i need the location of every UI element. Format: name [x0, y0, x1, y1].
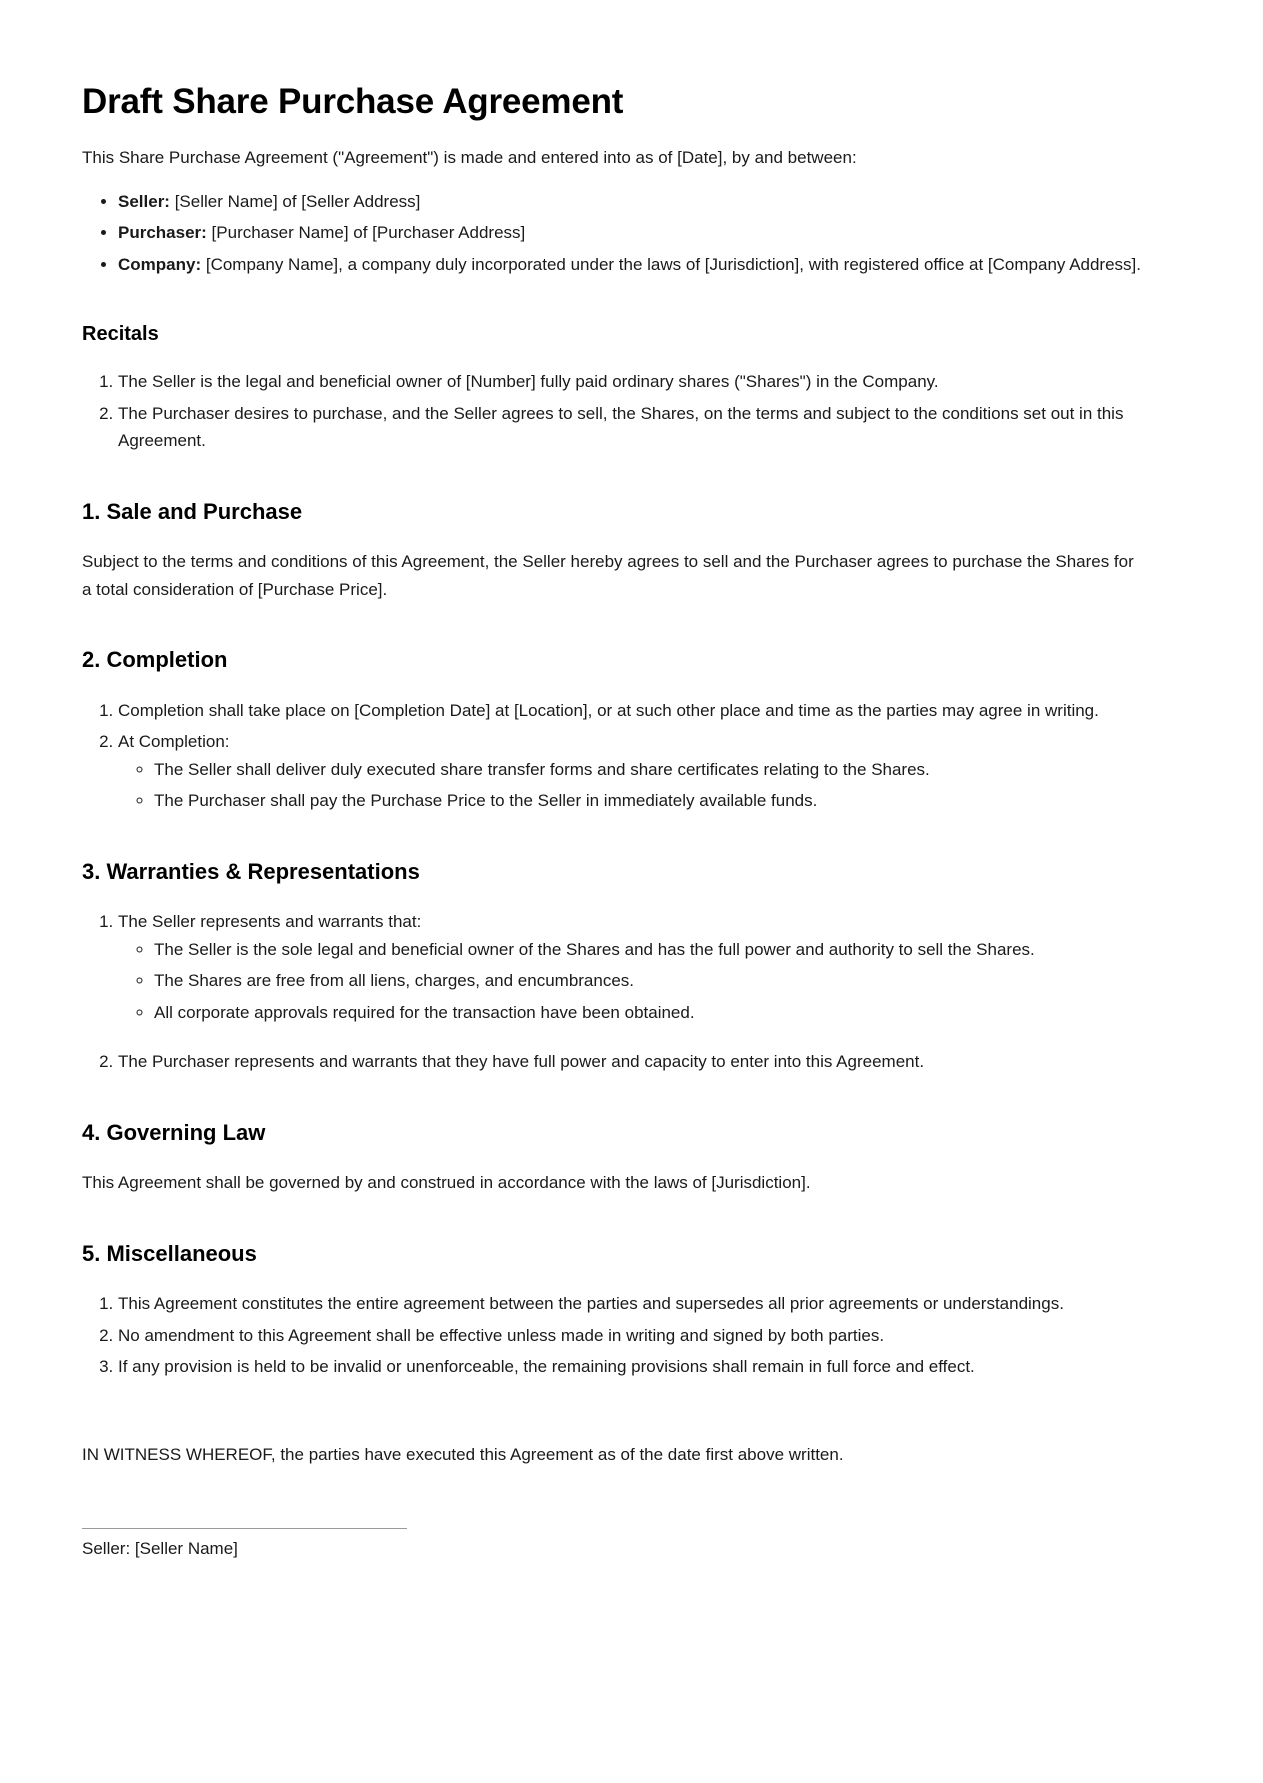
spacer — [82, 1397, 1181, 1441]
warranties-list — [82, 908, 1181, 1076]
intro-paragraph: This Share Purchase Agreement ("Agreement") is made and entered into as of [Date], by and between: — [82, 148, 857, 168]
seller-signature-line: Seller: [Seller Name] — [82, 1539, 238, 1559]
list-item — [118, 908, 1181, 1026]
heading-miscellaneous: 5. Miscellaneous — [82, 1240, 257, 1266]
list-item: ◦ The Seller is the sole legal and beneficial owner of the Shares and has the full power and authority to sell the Shares. — [154, 936, 1181, 964]
bottom-spacer — [82, 1563, 1181, 1783]
list-item: 3. If any provision is held to be invalid or unenforceable, the remaining provisions shall remain in full force and effect. — [118, 1353, 1181, 1381]
party-label: Purchaser: — [118, 223, 207, 243]
party-text: [Seller Name] of [Seller Address] — [169, 191, 421, 211]
miscellaneous-list — [82, 1290, 1181, 1381]
list-item: 2. The Purchaser desires to purchase, and the Seller agrees to sell, the Shares, on the terms and subject to the conditions set out in this Agreement. — [118, 400, 1181, 455]
completion-list — [82, 697, 1181, 815]
heading-sale-and-purchase: 1. Sale and Purchase — [82, 498, 303, 524]
party-text: [Purchaser Name] of [Purchaser Address] — [206, 223, 526, 243]
governing-law-body: This Agreement shall be governed by and construed in accordance with the laws of [Jurisdiction]. — [82, 1173, 811, 1193]
heading-completion: 2. Completion — [82, 647, 228, 673]
list-item: 2. The Purchaser represents and warrants that they have full power and capacity to enter into this Agreement. — [118, 1048, 1181, 1076]
list-item: ◦ All corporate approvals required for the transaction have been obtained. — [154, 999, 1181, 1027]
list-item: 1. The Seller is the legal and beneficial owner of [Number] fully paid ordinary shares ("Shares") in the Company. — [118, 368, 1181, 396]
spacer — [82, 1484, 1181, 1528]
list-item — [118, 188, 1181, 216]
list-item: ◦ The Shares are free from all liens, charges, and encumbrances. — [154, 967, 1181, 995]
page-title: Draft Share Purchase Agreement — [82, 82, 624, 121]
list-item: ◦ The Seller shall deliver duly executed share transfer forms and share certificates relating to the Shares. — [154, 756, 1181, 784]
party-text: [Company Name], a company duly incorporated under the laws of [Jurisdiction], with registered office at [Company Address]. — [201, 254, 1141, 274]
recitals-list — [82, 368, 1181, 455]
heading-governing-law: 4. Governing Law — [82, 1119, 266, 1145]
list-item — [118, 219, 1181, 247]
completion-sublist — [118, 756, 1181, 815]
heading-warranties: 3. Warranties & Representations — [82, 858, 420, 884]
party-label: Company: — [118, 254, 202, 274]
list-item — [118, 251, 1181, 279]
party-label: Seller: — [118, 191, 170, 211]
list-item-label: At Completion: — [118, 732, 230, 752]
list-item-label: The Seller represents and warrants that: — [118, 912, 422, 932]
list-item: 1. This Agreement constitutes the entire agreement between the parties and supersedes all prior agreements or understandings. — [118, 1290, 1181, 1318]
list-item — [118, 728, 1181, 815]
witness-clause: IN WITNESS WHEREOF, the parties have executed this Agreement as of the date first above written. — [82, 1444, 844, 1464]
list-item: ◦ The Purchaser shall pay the Purchase Price to the Seller in immediately available funds. — [154, 787, 1181, 815]
parties-list — [82, 188, 1181, 279]
warranties-sublist — [118, 936, 1181, 1027]
sale-and-purchase-body: Subject to the terms and conditions of this Agreement, the Seller hereby agrees to sell and the Purchaser agrees to purchase the Shares for a total consideration of [Purchase Price]. — [82, 552, 1134, 599]
list-item: 2. No amendment to this Agreement shall be effective unless made in writing and signed by both parties. — [118, 1322, 1181, 1350]
list-item: 1. Completion shall take place on [Completion Date] at [Location], or at such other place and time as the parties may agree in writing. — [118, 697, 1181, 725]
heading-recitals: Recitals — [82, 323, 159, 346]
